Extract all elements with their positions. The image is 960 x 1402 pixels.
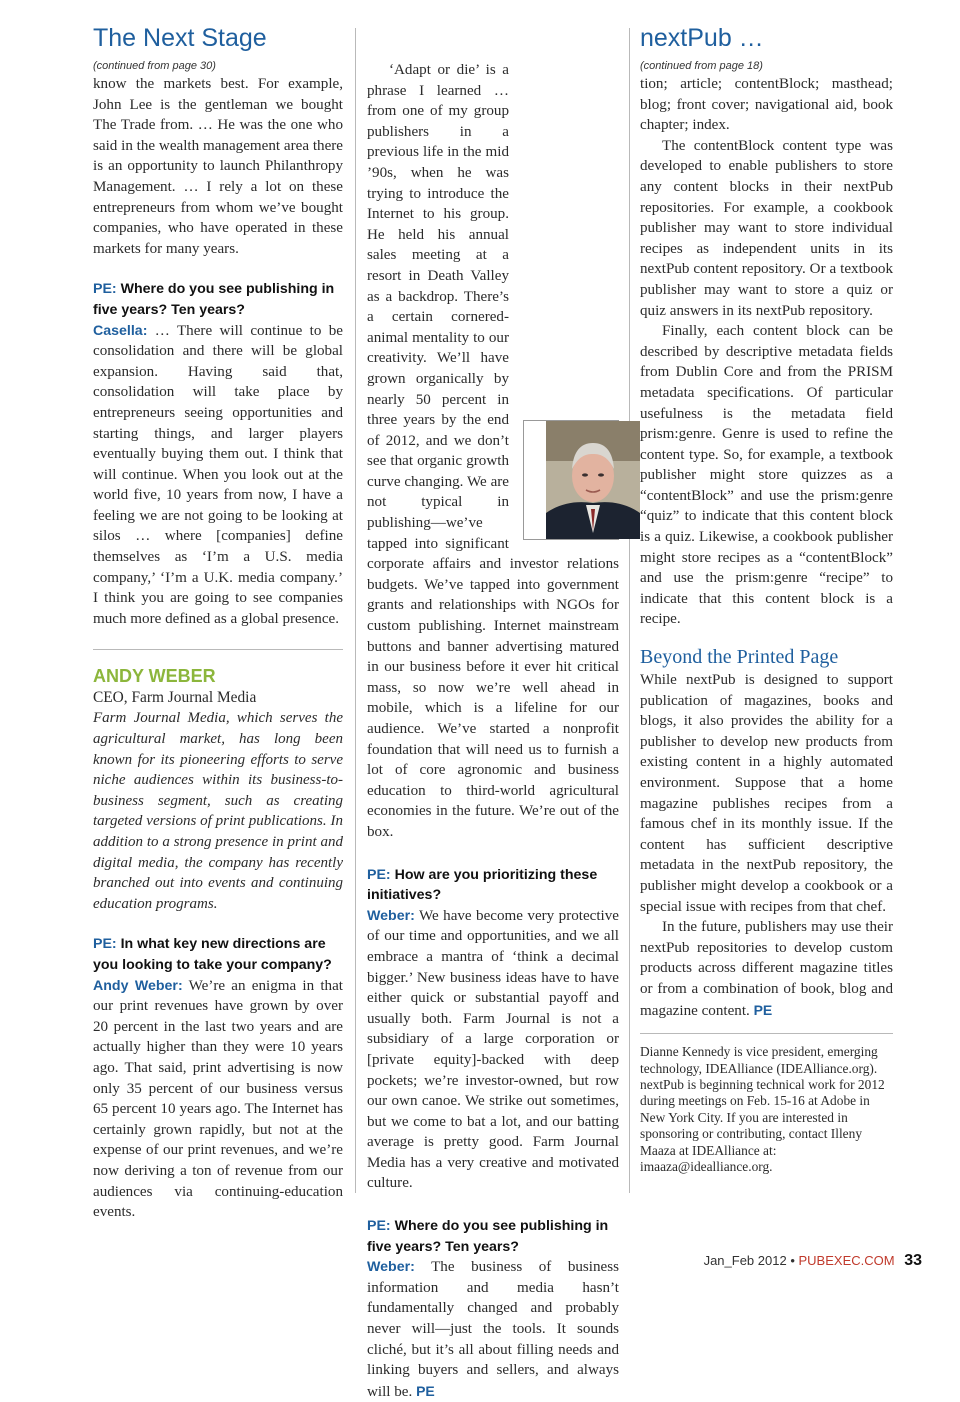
question-text: In what key new directions are you looking to take your company?: [93, 936, 332, 973]
right-column: [640, 22, 893, 1175]
subheading: Beyond the Printed Page: [640, 646, 839, 669]
bio-divider: [640, 1033, 893, 1034]
answer: [93, 976, 343, 1223]
pe-label: PE:: [93, 281, 117, 298]
profile-role: CEO, Farm Journal Media: [93, 689, 257, 707]
answer-text: We have become very protective of our time and opportunities, and we all embrace a mantra of ‘think a decimal bigger.’ New business ideas have to have either quick or substantial payoff and usually both. Farm Journal is not a subsidiary of a large corporation or [private equity]-backed with deep pockets; we’re investor-owned, but row our own canoe. We strike out sometimes, but we come to bat a lot, and our batting average is pretty good. Farm Journal Media has a very creative and motivated culture.: [367, 907, 619, 1192]
issue-date: Jan_Feb 2012: [703, 1253, 787, 1268]
footer-bullet: •: [790, 1253, 795, 1268]
paragraph: The contentBlock content type was developed to enable publishers to store any content blocks in their nextPub repositories. For example, a cookbook publisher may want to store individual recipes as independent units in its nextPub content repository. Or a textbook publisher may want to store a quiz or quiz answers in its nextPub repository.: [640, 137, 893, 319]
photo-portrait: [523, 420, 619, 540]
portrait-illustration: [546, 421, 640, 539]
question-text: How are you prioritizing these initiatives?: [367, 866, 598, 904]
speaker-label: Weber:: [367, 1259, 415, 1276]
pe-label: PE:: [367, 866, 391, 883]
paragraph: While nextPub is designed to support publication of magazines, books and blogs, it also provides the ability for a publisher to develop new products from existing content in a highly automated environment. Suppose that a home magazine publishes recipes from a famous chef in its monthly issue. If the content has sufficient descriptive metadata in the nextPub repository, the publisher might develop a cookbook or a special issue with recipes from that chef.: [640, 672, 893, 915]
pe-label: PE:: [93, 936, 117, 953]
question: [93, 279, 343, 320]
left-column: [93, 22, 343, 1223]
article-title-nextpub: nextPub …: [640, 24, 764, 52]
speaker-label: Weber:: [367, 907, 415, 924]
question: [367, 865, 619, 906]
paragraph: [367, 60, 619, 843]
column-divider-1: [355, 28, 356, 1193]
end-mark: PE: [753, 1001, 773, 1018]
middle-column: [367, 60, 619, 1402]
answer-text: … There will continue to be consolidation and there will be global expansion. Having said that, consolidation will take place by entrepreneurs seeing opportunities and starting things, and larger players eventually buying them out. I think that will continue. When you look out at the world five, 10 years from now, I have a feeling we are not going to be looking at silos … where [companies] define themselves as ‘I’m a U.S. media company,’ ‘I’m a U.K. media company.’ I think you are going to see companies much more defined as a global presence.: [93, 322, 343, 627]
column-divider-2: [629, 28, 630, 1193]
answer-text: We’re an enigma in that our print revenues have grown by over 20 percent in the last two years and are actually higher than they were 10 years ago. That said, print advertising is now only 35 percent of our business versus 65 percent 10 years ago. The Internet has certainly grown rapidly, but not at the expense of our print revenues, and we’re now deriving a ton of revenue from our audiences via continuing-education events.: [93, 977, 343, 1221]
profile-name: ANDY WEBER: [93, 666, 216, 687]
answer: [367, 1257, 619, 1402]
answer: [367, 906, 619, 1194]
section-divider: [93, 649, 343, 650]
profile-intro: Farm Journal Media, which serves the agricultural market, has long been known for its pioneering efforts to serve niche audiences within its business-to-business segment, such as creating targeted versions of print publications. In addition to a strong presence in print and digital media, the company has recently branched out into events and continuing education programs.: [93, 710, 343, 912]
answer-text: The business of business information and media hasn’t fundamentally changed and probably never will—just the tools. It sounds cliché, but it’s all about filling needs and linking buyers and sellers, and always will be.: [367, 1259, 619, 1400]
page-number: 33: [904, 1252, 922, 1269]
paragraph-text: In the future, publishers may use their nextPub repositories to develop custom products across different magazine titles or from a combination of book, blog and magazine content.: [640, 919, 893, 1019]
continued-note: (continued from page 30): [93, 60, 216, 72]
speaker-label: Casella:: [93, 322, 148, 339]
page-footer: [704, 1252, 922, 1270]
speaker-label: Andy Weber:: [93, 977, 183, 994]
paragraph: tion; article; contentBlock; masthead; blog; front cover; navigational aid, book chapter; index.: [640, 76, 893, 134]
article-title-next-stage: The Next Stage: [93, 24, 267, 52]
author-bio: Dianne Kennedy is vice president, emerging technology, IDEAlliance (IDEAlliance.org). nextPub is beginning technical work for 2012 during meetings on Feb. 15-16 at Adobe in New York City. If you are interested in sponsoring or contributing, contact Illeny Maaza at IDEAlliance at: imaaza@idealliance.org.: [640, 1044, 885, 1174]
paragraph: know the markets best. For example, John Lee is the gentleman we bought The Trade from. … He was the one who said in the wealth management area there is an opportunity to launch Philanthropy Management. … I rely a lot on these entrepreneurs from whom we’ve bought companies, who have operated in these markets for many years.: [93, 76, 343, 257]
answer: [93, 321, 343, 630]
continued-note: (continued from page 18): [640, 60, 763, 72]
question-text: Where do you see publishing in five years? Ten years?: [93, 281, 335, 318]
question: [367, 1216, 619, 1257]
question: [93, 934, 343, 975]
paragraph: [640, 917, 893, 1021]
paragraph: Finally, each content block can be described by descriptive metadata fields from Dublin Core and from the PRISM metadata specifications. Of particular usefulness is the metadata field prism:genre. Genre is used to refine the content type. So, for example, a textbook publisher might store quizzes as a “contentBlock” and use the prism:genre “quiz” to indicate that this content block is a quiz. Likewise, a cookbook publisher might store recipes as a “contentBlock” and use the prism:genre “recipe” to indicate that this content block is a recipe.: [640, 323, 893, 628]
site-link[interactable]: PUBEXEC.COM: [798, 1253, 895, 1268]
paragraph-text: ‘Adapt or die’ is a phrase I learned … from one of my group publishers in a previous life in the mid ’90s, when he was trying to introduce the Internet to his group. He held his annual sales meeting at a resort in Death Valley as a backdrop. There’s a certain cornered-animal mentality to our creativity. We’ll have grown organically by nearly 50 percent in three years by the end of 2012, and we don’t see that organic growth curve changing. We are not typical in publishing—we’ve tapped into significant corporate affairs and investor relations budgets. We’ve tapped into government grants and relationships with NGOs for custom publishing. Internet mainstream buttons and banner advertising matured in our business before it ever hit critical mass, so now we’re well ahead in mobile, which is a lifeline for our audience. We’ve started a nonprofit foundation that will need us to furnish a lot of core agronomic and business education to third-world agricultural economies in the future. We’re out of the box.: [367, 62, 619, 840]
question-text: Where do you see publishing in five years? Ten years?: [367, 1218, 609, 1255]
pe-label: PE:: [367, 1218, 391, 1235]
end-mark: PE: [416, 1382, 435, 1399]
